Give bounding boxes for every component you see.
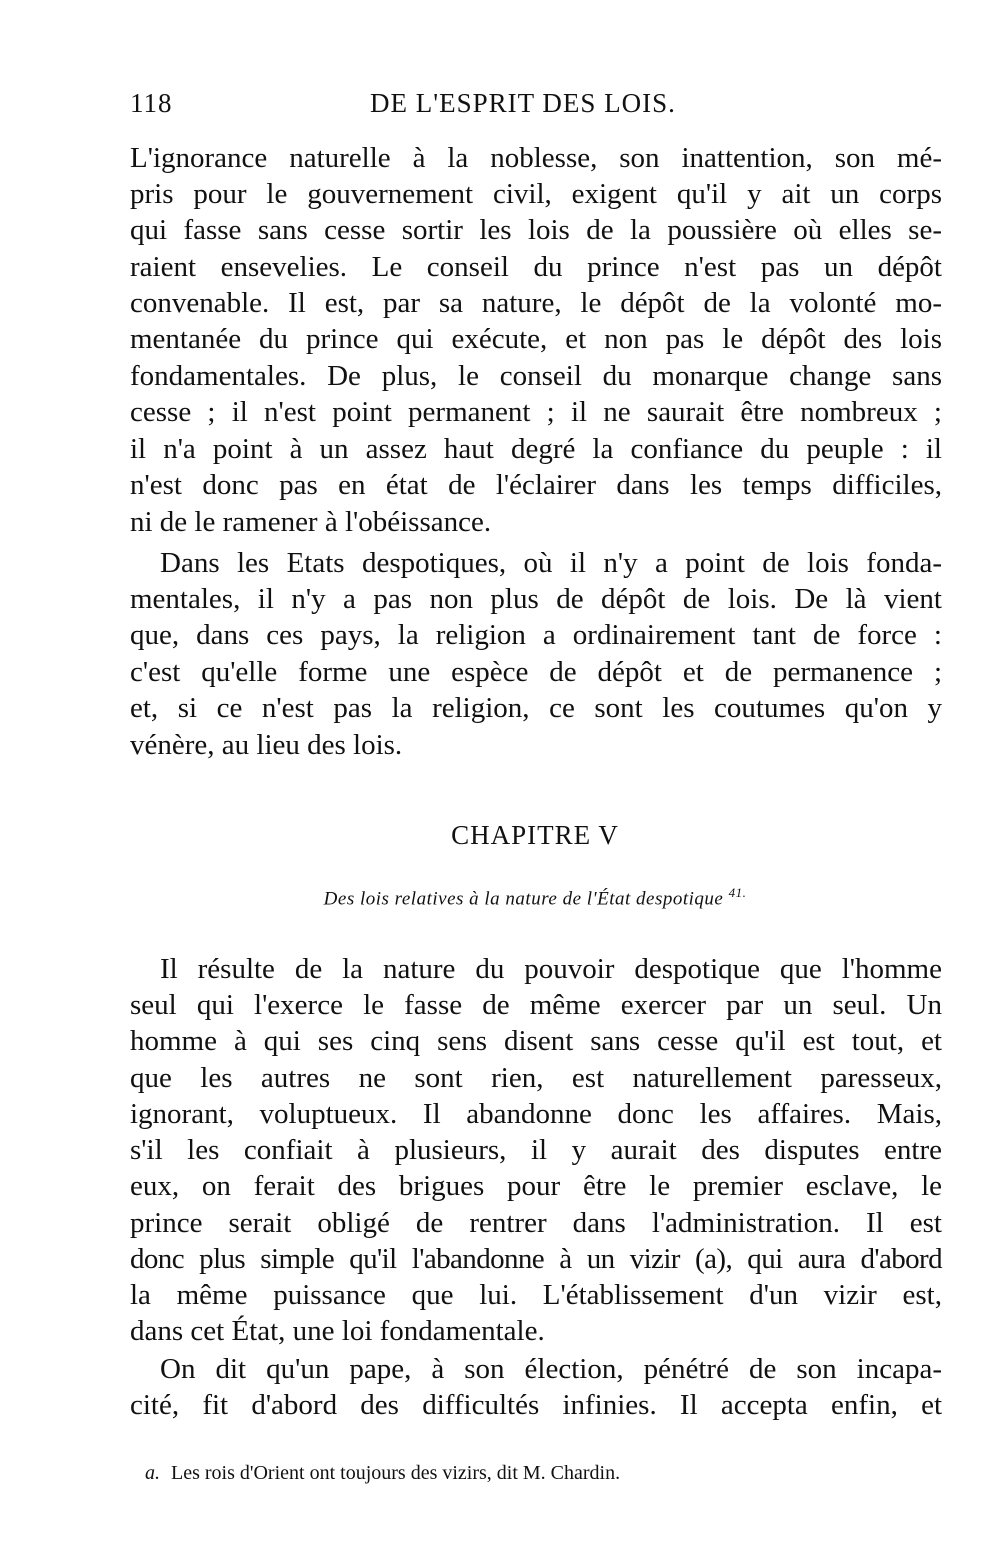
- text-line: cesse ; il n'est point permanent ; il ne saurait être nombreux ;: [130, 396, 942, 428]
- text-line: On dit qu'un pape, à son élection, pénétré de son incapa-: [160, 1353, 942, 1385]
- text-line: ignorant, voluptueux. Il abandonne donc les affaires. Mais,: [130, 1098, 942, 1130]
- text-line: que, dans ces pays, la religion a ordinairement tant de force :: [130, 619, 942, 651]
- text-line: homme à qui ses cinq sens disent sans cesse qu'il est tout, et: [130, 1025, 942, 1057]
- text-line: et, si ce n'est pas la religion, ce sont les coutumes qu'on y: [130, 692, 942, 724]
- text-line: ni de le ramener à l'obéissance.: [130, 506, 492, 538]
- text-line: que les autres ne sont rien, est naturellement paresseux,: [130, 1062, 942, 1094]
- text-line: mentales, il n'y a pas non plus de dépôt de lois. De là vient: [130, 583, 942, 615]
- text-line: prince serait obligé de rentrer dans l'administration. Il est: [130, 1207, 942, 1239]
- page-number: 118: [130, 88, 173, 118]
- footnote: [145, 1462, 845, 1485]
- footnote-mark: a.: [145, 1462, 160, 1484]
- text-line: donc plus simple qu'il l'abandonne à un vizir (a), qui aura d'abord: [130, 1243, 942, 1275]
- text-line: n'est donc pas en état de l'éclairer dans les temps difficiles,: [130, 469, 942, 501]
- text-line: raient ensevelies. Le conseil du prince n'est pas un dépôt: [130, 251, 942, 283]
- text-line: Dans les Etats despotiques, où il n'y a point de lois fonda-: [160, 547, 942, 579]
- running-head: [130, 88, 942, 128]
- text-line: qui fasse sans cesse sortir les lois de la poussière où elles se-: [130, 214, 942, 246]
- text-line: fondamentales. De plus, le conseil du monarque change sans: [130, 360, 942, 392]
- chapter-subtitle: [0, 885, 1000, 910]
- text-line: mentanée du prince qui exécute, et non pas le dépôt des lois: [130, 323, 942, 355]
- chapter-subtitle-text: Des lois relatives à la nature de l'État despotique: [323, 888, 724, 910]
- text-line: eux, on ferait des brigues pour être le premier esclave, le: [130, 1170, 942, 1202]
- text-line: vénère, au lieu des lois.: [130, 729, 403, 761]
- footnote-text: Les rois d'Orient ont toujours des vizirs, dit M. Chardin.: [171, 1462, 621, 1484]
- chapter-title: CHAPITRE V: [451, 820, 619, 850]
- text-line: s'il les confiait à plusieurs, il y aurait des disputes entre: [130, 1134, 942, 1166]
- note-reference: 41.: [728, 885, 747, 900]
- text-line: convenable. Il est, par sa nature, le dépôt de la volonté mo-: [130, 287, 942, 319]
- text-line: L'ignorance naturelle à la noblesse, son inattention, son mé-: [130, 142, 942, 174]
- text-line: c'est qu'elle forme une espèce de dépôt et de permanence ;: [130, 656, 942, 688]
- header-title: DE L'ESPRIT DES LOIS.: [370, 88, 676, 118]
- text-line: cité, fit d'abord des difficultés infinies. Il accepta enfin, et: [130, 1389, 942, 1421]
- text-line: la même puissance que lui. L'établissement d'un vizir est,: [130, 1279, 942, 1311]
- text-line: Il résulte de la nature du pouvoir despotique que l'homme: [160, 953, 942, 985]
- text-line: dans cet État, une loi fondamentale.: [130, 1315, 545, 1347]
- text-line: pris pour le gouvernement civil, exigent qu'il y ait un corps: [130, 178, 942, 210]
- text-line: il n'a point à un assez haut degré la confiance du peuple : il: [130, 433, 942, 465]
- text-line: seul qui l'exerce le fasse de même exercer par un seul. Un: [130, 989, 942, 1021]
